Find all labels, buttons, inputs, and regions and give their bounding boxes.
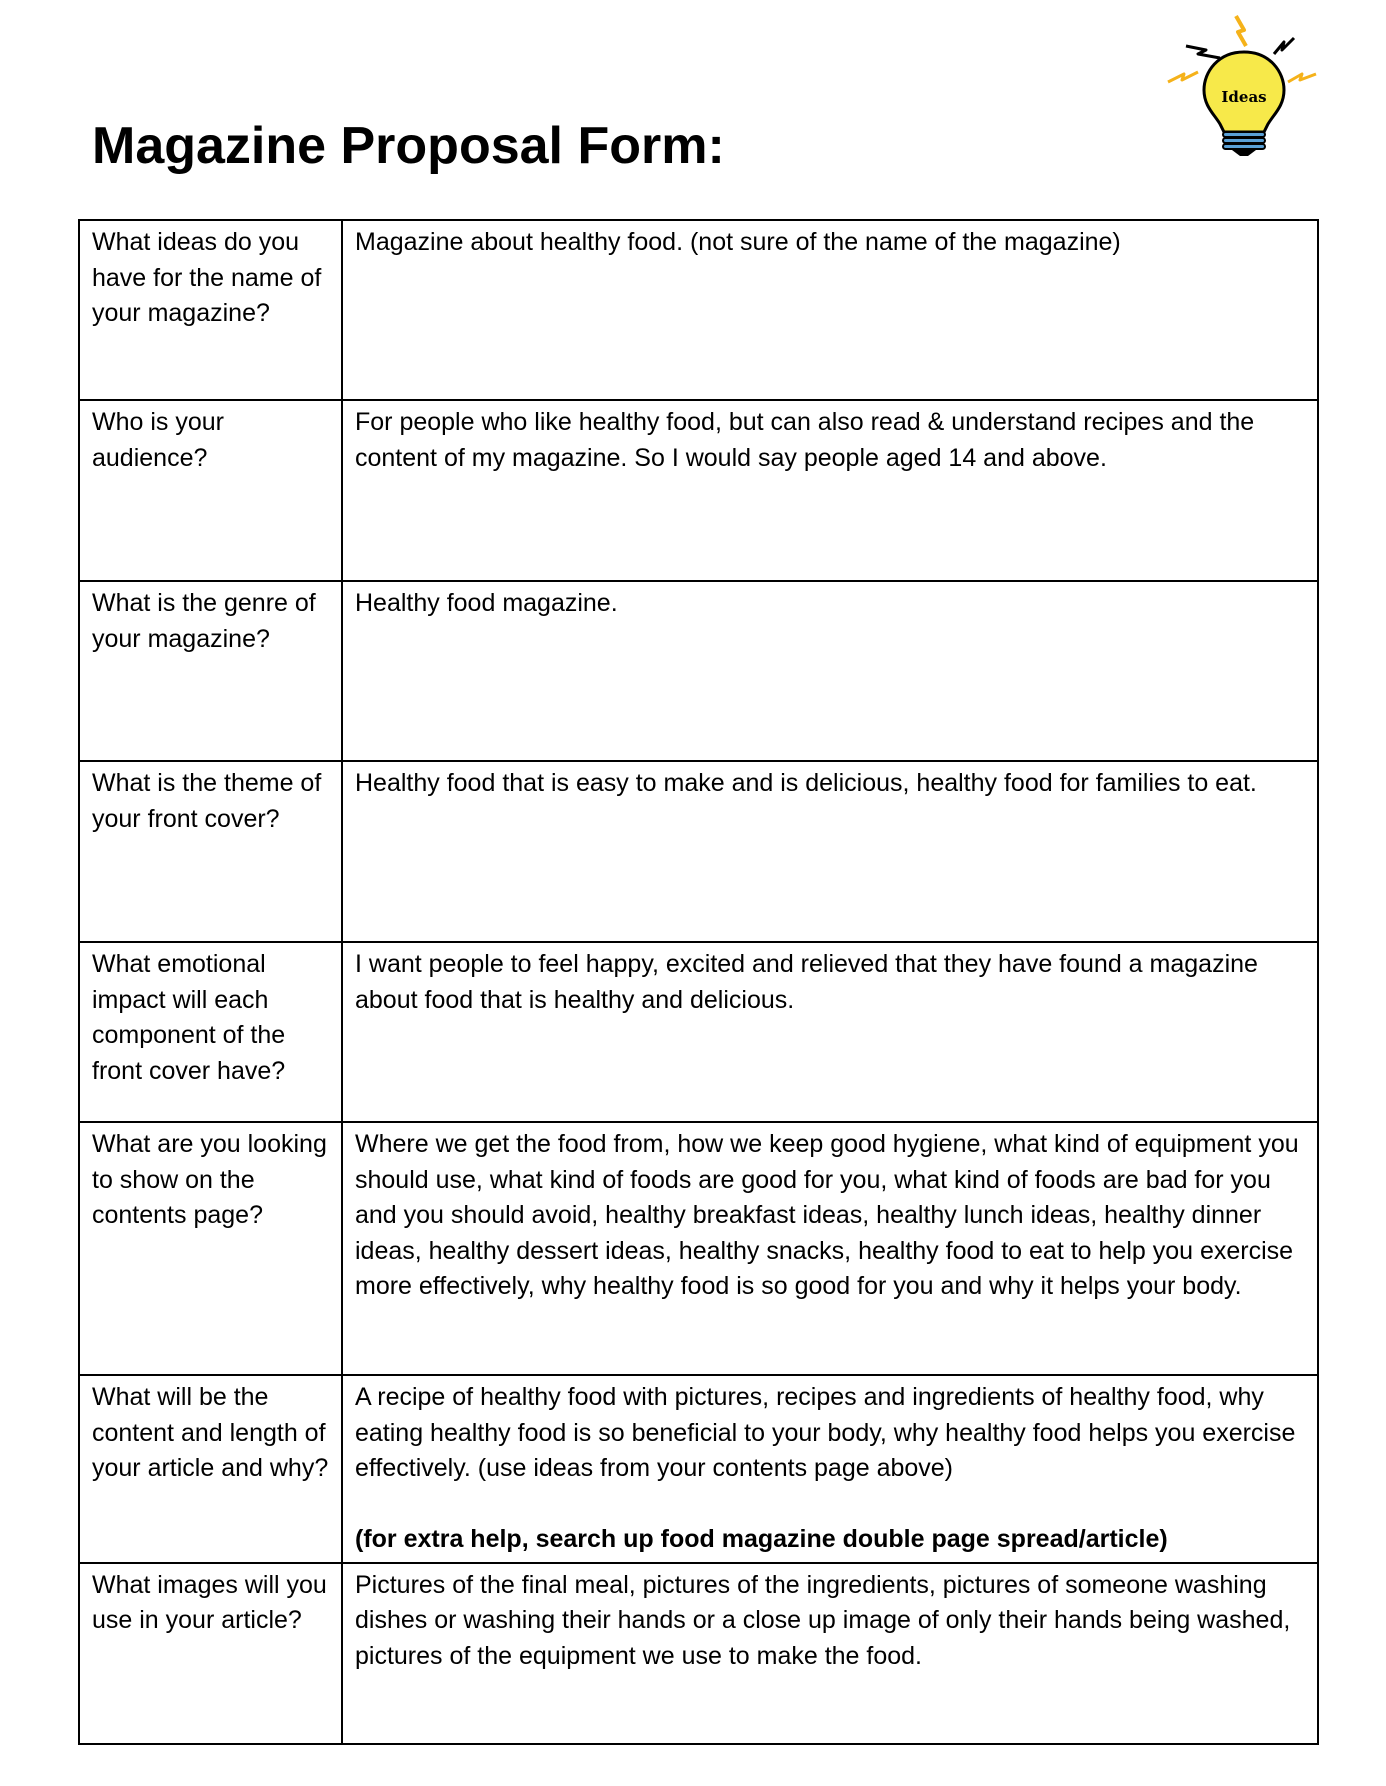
question-cell: What emotional impact will each component of the front cover have? (79, 942, 342, 1122)
page-title: Magazine Proposal Form: (92, 117, 725, 175)
logo-label: Ideas (1221, 88, 1267, 106)
bulb-base (1223, 144, 1265, 149)
question-cell: What is the genre of your magazine? (79, 581, 342, 761)
question-cell: Who is your audience? (79, 400, 342, 581)
table-row (79, 942, 1318, 1122)
bolt-icon (1168, 72, 1198, 82)
answer-cell: Pictures of the final meal, pictures of the ingredients, pictures of someone washing dishes or washing their hands or a close up image of only their hands being washed, pictures of the equipment we use to make the food. (342, 1563, 1318, 1744)
question-cell: What ideas do you have for the name of your magazine? (79, 220, 342, 400)
answer-cell: I want people to feel happy, excited and relieved that they have found a magazine about food that is healthy and delicious. (342, 942, 1318, 1122)
bolt-icon (1274, 38, 1294, 54)
table-row (79, 220, 1318, 400)
blank-line (355, 1487, 1305, 1523)
answer-text: A recipe of healthy food with pictures, recipes and ingredients of healthy food, why eating healthy food is so beneficial to your body, why healthy food helps you exercise effectively. (use ideas from your contents page above) (355, 1383, 1296, 1482)
answer-cell: For people who like healthy food, but can also read & understand recipes and the content of my magazine. So I would say people aged 14 and above. (342, 400, 1318, 581)
bolt-icon (1288, 74, 1316, 82)
proposal-form-table (78, 219, 1319, 1745)
bulb-tip (1232, 150, 1256, 156)
table-row (79, 400, 1318, 581)
help-note: (for extra help, search up food magazine double page spread/article) (355, 1525, 1168, 1553)
bolt-icon (1186, 46, 1220, 58)
table-row (79, 1563, 1318, 1744)
bulb-base (1223, 138, 1265, 143)
table-row (79, 761, 1318, 942)
question-cell: What is the theme of your front cover? (79, 761, 342, 942)
answer-cell: Healthy food that is easy to make and is delicious, healthy food for families to eat. (342, 761, 1318, 942)
bulb-base (1223, 132, 1265, 137)
ideas-lightbulb-icon (1148, 10, 1338, 158)
table-row (79, 1375, 1318, 1563)
answer-cell: Where we get the food from, how we keep good hygiene, what kind of equipment you should use, what kind of foods are good for you, what kind of foods are bad for you and you should avoid, healthy breakfast ideas, healthy lunch ideas, healthy dinner ideas, healthy dessert ideas, healthy snacks, healthy food to eat to help you exercise more effectively, why healthy food is so good for you and why it helps your body. (342, 1122, 1318, 1375)
question-cell: What images will you use in your article? (79, 1563, 342, 1744)
table-row (79, 1122, 1318, 1375)
bolt-icon (1236, 16, 1246, 46)
table-row (79, 581, 1318, 761)
question-cell: What are you looking to show on the contents page? (79, 1122, 342, 1375)
answer-cell (342, 1375, 1318, 1563)
question-cell: What will be the content and length of your article and why? (79, 1375, 342, 1563)
answer-cell: Magazine about healthy food. (not sure of the name of the magazine) (342, 220, 1318, 400)
answer-cell: Healthy food magazine. (342, 581, 1318, 761)
